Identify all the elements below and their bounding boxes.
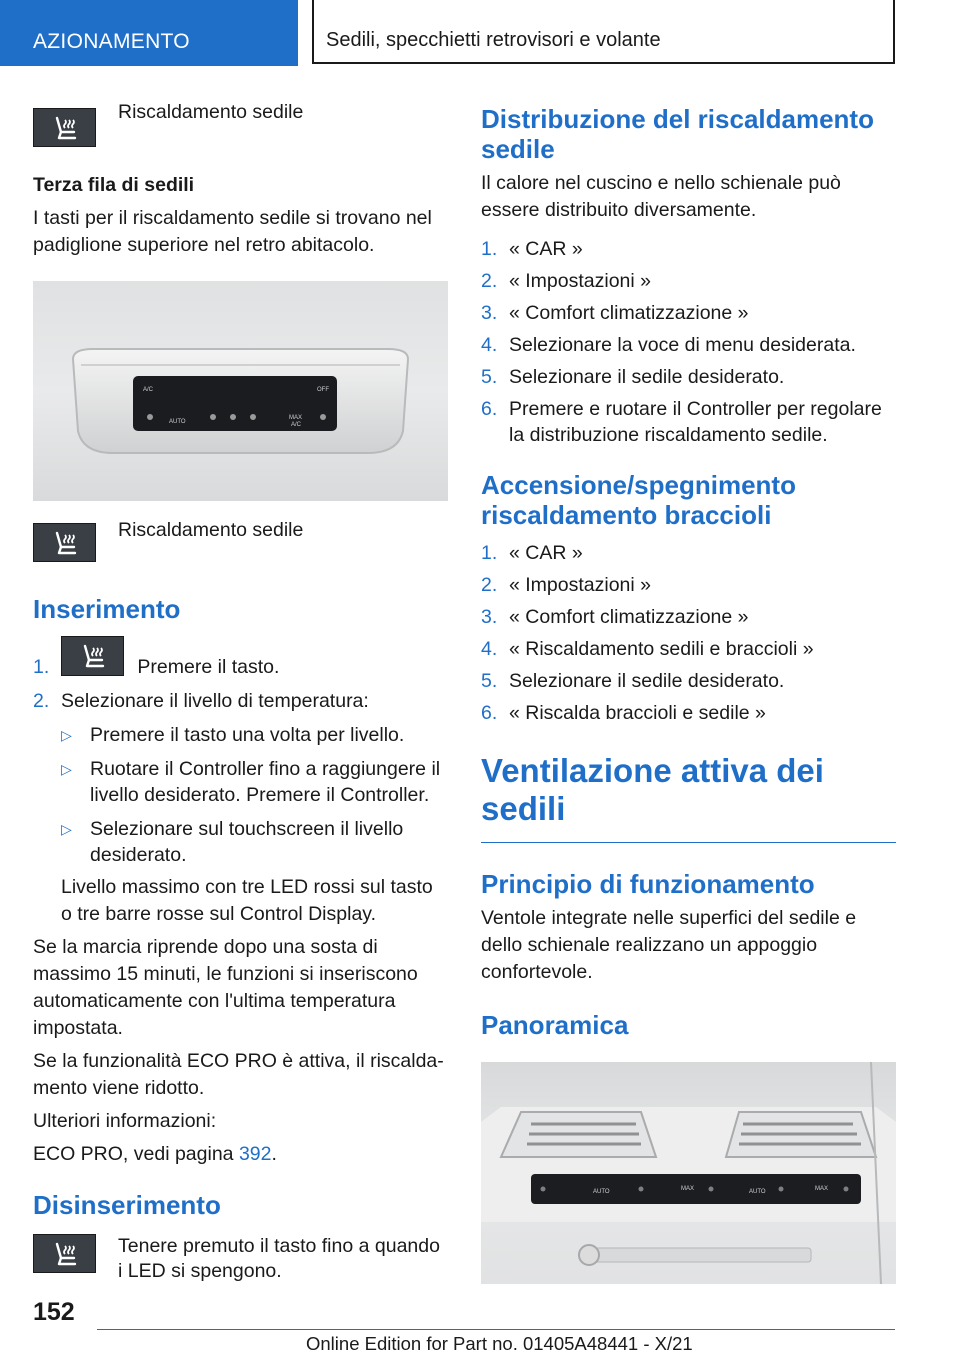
list-item: [481, 700, 896, 726]
caption-row-2: [33, 519, 448, 562]
step-number: 1.: [481, 542, 498, 564]
switch-on-heading: Inserimento: [33, 594, 181, 624]
eco-pro-reference: [33, 1141, 448, 1168]
list-item: [481, 636, 896, 662]
vent-panel-max-label-2: MAX: [815, 1186, 829, 1192]
step-text: « CAR »: [509, 238, 583, 260]
max-level-note: Livello massimo con tre LED rossi sul tasto o tre barre rosse sul Control Display.: [61, 876, 433, 925]
step-text: « Impostazioni »: [509, 270, 651, 292]
list-item: [481, 668, 896, 694]
triangle-right-icon: ▷: [61, 727, 72, 743]
list-item: [481, 268, 896, 294]
page-link[interactable]: 392: [238, 1143, 272, 1165]
step-number: 5.: [481, 366, 498, 388]
caption-seat-heating-2: Riscaldamento sedile: [118, 519, 304, 541]
distribution-heading: Distribuzione del riscaldamento sedile: [481, 104, 874, 164]
seat-heating-button-image-3: [61, 636, 124, 676]
list-item: [61, 756, 448, 808]
list-item: [481, 540, 896, 566]
switch-off-row: [33, 1234, 448, 1284]
vent-panel-auto-label-2: AUTO: [749, 1189, 766, 1195]
third-row-subheading: Terza fila di sedili: [33, 174, 195, 196]
panel-off-label: OFF: [317, 387, 329, 393]
caption-seat-heating: Riscaldamento sedile: [118, 101, 304, 123]
step-number: 3.: [481, 302, 498, 324]
section-divider: [481, 842, 896, 843]
ventilation-heading: Ventilazione attiva dei sedili: [481, 752, 824, 827]
vent-panel-auto-label: AUTO: [593, 1189, 610, 1195]
reference-suffix: .: [271, 1143, 277, 1165]
reference-text: ECO PRO, vedi pagina: [33, 1143, 234, 1165]
more-info-label: Ulteriori informazioni:: [33, 1110, 217, 1132]
footer-divider: [97, 1329, 895, 1330]
list-item: [481, 332, 896, 358]
principle-heading: Principio di funzionamento: [481, 869, 815, 899]
switch-off-heading: Disinserimento: [33, 1190, 221, 1220]
seat-heating-icon: [48, 529, 82, 557]
step-number: 2.: [481, 574, 498, 596]
step-text: Selezionare il sedile desiderato.: [509, 366, 785, 388]
seat-heating-icon: [48, 114, 82, 142]
list-item: [481, 300, 896, 326]
resume-paragraph: Se la marcia riprende dopo una sosta di massimo 15 minuti, le funzioni si inseriscono automaticamente con l'ultima temperatura impostata.: [33, 936, 418, 1039]
step-text: « Comfort climatizzazione »: [509, 606, 749, 628]
step-text: Premere il tasto.: [137, 656, 280, 678]
step-text: « Impostazioni »: [509, 574, 651, 596]
panel-maxac-label: A/C: [291, 422, 302, 428]
chapter-title: Sedili, specchietti retrovisori e volante: [312, 0, 895, 64]
step-number: 3.: [481, 606, 498, 628]
list-item: [61, 722, 448, 748]
seat-heating-icon: [48, 1240, 82, 1268]
step-number: 2.: [481, 270, 498, 292]
front-vent-panel-photo: [481, 1062, 896, 1284]
triangle-right-icon: ▷: [61, 821, 72, 837]
switch-on-steps: [33, 638, 448, 714]
list-item: [61, 816, 448, 868]
step-number: 2.: [33, 690, 50, 712]
bullet-text: Ruotare il Controller fino a raggiungere il livello desiderato. Premere il Controller.: [90, 758, 441, 806]
list-item: [481, 364, 896, 390]
step-text: Selezionare il sedile desiderato.: [509, 670, 785, 692]
step-text: « Riscaldamento sedili e braccioli »: [509, 638, 814, 660]
page-number: 152: [33, 1298, 75, 1326]
switch-off-text: Tenere premuto il tasto fino a quando i LED si spengono.: [118, 1235, 440, 1282]
seat-heating-icon: [76, 642, 110, 670]
step-number: 6.: [481, 398, 498, 420]
list-item: [33, 688, 448, 714]
step-number: 1.: [33, 656, 50, 678]
step-text: « Riscalda braccioli e sedile »: [509, 702, 766, 724]
left-column: [33, 96, 448, 1284]
step-number: 1.: [481, 238, 498, 260]
step-number: 6.: [481, 702, 498, 724]
list-item: [33, 638, 448, 682]
step-text: Premere e ruotare il Controller per regolare la distribuzione riscaldamento sedile.: [509, 398, 882, 446]
step-text: « CAR »: [509, 542, 583, 564]
seat-heating-button-image: [33, 108, 96, 147]
seat-heating-button-image-2: [33, 523, 96, 562]
seat-heating-button-image-4: [33, 1234, 96, 1273]
section-tab: AZIONAMENTO: [0, 0, 298, 66]
principle-text: Ventole integrate nelle superfici del sedile e dello schienale realizzano un appoggio confortevole.: [481, 907, 857, 983]
armrest-heading: Accensione/spegnimento riscaldamento braccioli: [481, 470, 796, 530]
distribution-intro: Il calore nel cuscino e nello schienale può essere distribuito diversamente.: [481, 172, 841, 221]
eco-pro-paragraph: Se la funzionalità ECO PRO è attiva, il riscaldamento viene ridotto.: [33, 1050, 444, 1099]
page-header: [0, 0, 960, 66]
armrest-steps: [481, 540, 896, 726]
list-item: [481, 572, 896, 598]
list-item: [481, 236, 896, 262]
third-row-intro: I tasti per il riscaldamento sedile si trovano nel padiglione superiore nel retro abitacolo.: [33, 207, 432, 256]
triangle-right-icon: ▷: [61, 761, 72, 777]
bullet-text: Premere il tasto una volta per livello.: [90, 724, 405, 746]
vent-panel-max-label: MAX: [681, 1186, 695, 1192]
list-item: [481, 604, 896, 630]
list-item: [481, 396, 896, 448]
panel-ac-label: A/C: [143, 387, 154, 393]
edition-note: Online Edition for Part no. 01405A48441 - X/21: [306, 1333, 693, 1354]
panel-auto-label: AUTO: [169, 419, 186, 425]
rear-climate-panel-photo: [33, 281, 448, 501]
step-number: 5.: [481, 670, 498, 692]
level-options: [61, 722, 448, 868]
overview-heading: Panoramica: [481, 1010, 629, 1040]
right-column: [481, 104, 896, 1284]
distribution-steps: [481, 236, 896, 448]
bullet-text: Selezionare sul touchscreen il livello desiderato.: [90, 818, 404, 866]
step-text: Selezionare il livello di temperatura:: [61, 690, 369, 712]
step-text: Selezionare la voce di menu desiderata.: [509, 334, 856, 356]
step-number: 4.: [481, 638, 498, 660]
step-number: 4.: [481, 334, 498, 356]
panel-max-label: MAX: [289, 415, 303, 421]
step-text: « Comfort climatizzazione »: [509, 302, 749, 324]
caption-row-1: [33, 101, 448, 147]
